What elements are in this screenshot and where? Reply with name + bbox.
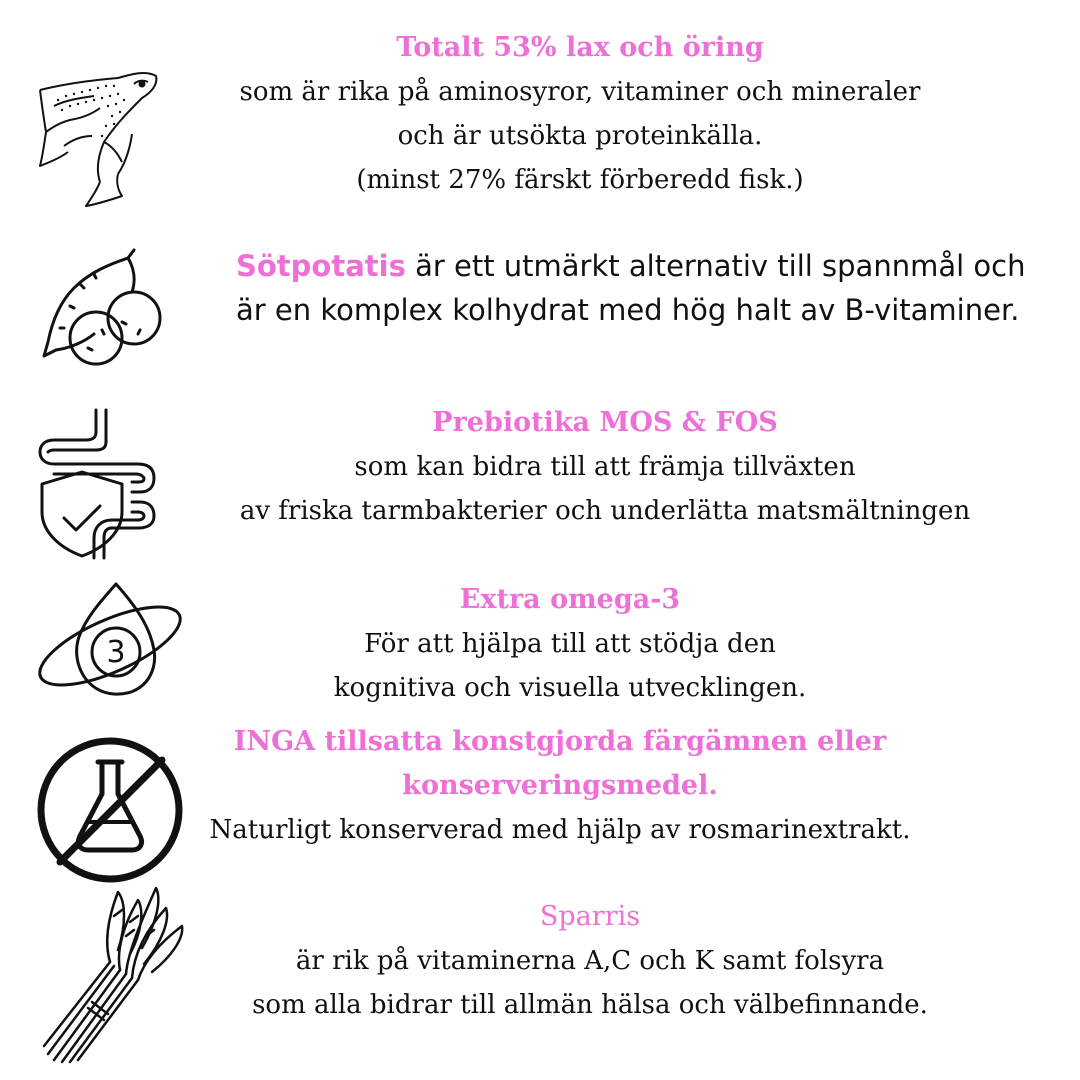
salmon-trout-line-2: och är utsökta proteinkälla. bbox=[397, 121, 763, 151]
sweet-potato-line-1-rest: är ett utmärkt alternativ till spannmål och bbox=[405, 249, 1026, 283]
salmon-trout-line-3: (minst 27% färskt förberedd fisk.) bbox=[356, 165, 804, 195]
no-additives-line-1: Naturligt konserverad med hjälp av rosmarinextrakt. bbox=[209, 815, 911, 845]
sweet-potato-highlight: Sötpotatis bbox=[236, 249, 406, 283]
no-additives-block bbox=[160, 720, 960, 852]
asparagus-title: Sparris bbox=[539, 901, 641, 932]
salmon-trout-title: Totalt 53% lax och öring bbox=[396, 32, 764, 63]
omega-3-title: Extra omega-3 bbox=[459, 584, 681, 615]
sweet-potato-line-2: är en komplex kolhydrat med hög halt av B-vitaminer. bbox=[236, 293, 1020, 327]
salmon-trout-block bbox=[180, 26, 980, 202]
omega-3-line-2: kognitiva och visuella utvecklingen. bbox=[333, 673, 807, 703]
prebiotics-line-2: av friska tarmbakterier och underlätta matsmältningen bbox=[239, 496, 971, 526]
sweet-potato-block bbox=[236, 244, 1066, 332]
prebiotics-title: Prebiotika MOS & FOS bbox=[432, 407, 778, 438]
prebiotics-block bbox=[205, 401, 1005, 533]
no-additives-title-1: INGA tillsatta konstgjorda färgämnen eller bbox=[233, 726, 887, 757]
sweet-potato-line-1 bbox=[236, 244, 1066, 288]
asparagus-icon bbox=[34, 880, 192, 1065]
salmon-trout-line-1: som är rika på aminosyror, vitaminer och mineraler bbox=[239, 77, 921, 107]
prebiotics-line-1: som kan bidra till att främja tillväxten bbox=[354, 452, 856, 482]
omega-3-line-1: För att hjälpa till att stödja den bbox=[364, 629, 776, 659]
omega-3-block bbox=[170, 578, 970, 710]
omega-3-drop-icon bbox=[30, 580, 185, 700]
asparagus-line-1: är rik på vitaminerna A,C och K samt folsyra bbox=[295, 946, 885, 976]
asparagus-line-2: som alla bidrar till allmän hälsa och välbefinnande. bbox=[252, 990, 928, 1020]
no-additives-title-2: konserveringsmedel. bbox=[402, 770, 718, 801]
intestine-shield-icon bbox=[36, 408, 162, 560]
fish-icon bbox=[34, 66, 160, 208]
asparagus-block bbox=[190, 895, 990, 1027]
omega-3-label: 3 bbox=[106, 635, 126, 670]
sweet-potato-icon bbox=[40, 244, 165, 370]
